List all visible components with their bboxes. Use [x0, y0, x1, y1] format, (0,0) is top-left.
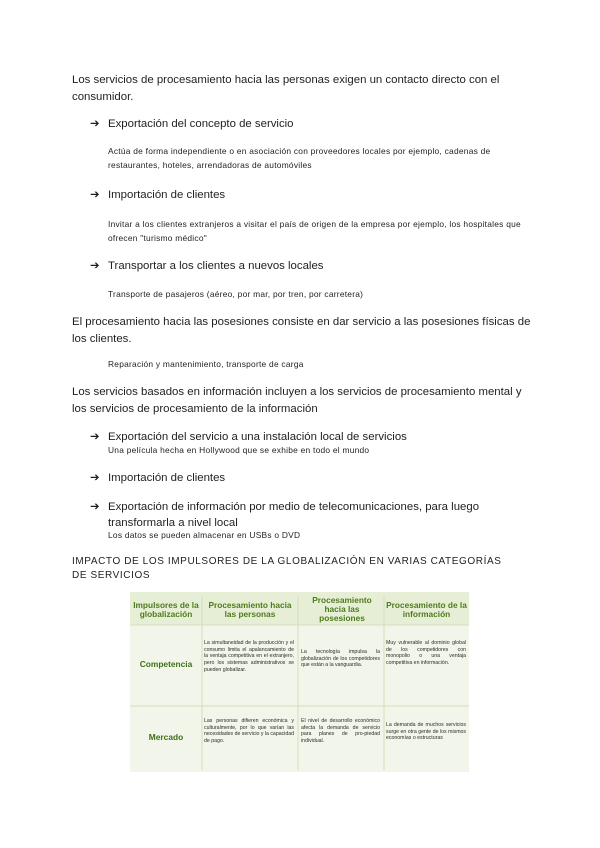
- table-cell: La demanda de muchos servicios surge en otra gente de los mismos economías o estructuras: [386, 722, 466, 742]
- bullet-importacion-clientes: [90, 187, 520, 203]
- table-cell: Muy vulnerable al dominio global de los competidores con monopolio o una ventaja competitiva en información.: [386, 640, 466, 667]
- header-informacion: Procesamiento de la información: [386, 600, 467, 619]
- arrow-icon: ➔: [90, 189, 100, 201]
- header-impulsores: Impulsores de la globalización: [133, 600, 199, 619]
- table-grid: [130, 592, 469, 772]
- header-posesiones: Procesamiento hacia las posesiones: [312, 595, 372, 623]
- bullet-exportacion-informacion: [90, 499, 520, 531]
- bullet-importacion-clientes-2: [90, 470, 520, 486]
- note-exportacion-servicio: Una película hecha en Hollywood que se exhibe en todo el mundo: [108, 445, 370, 455]
- note-importacion-clientes: Invitar a los clientes extranjeros a visitar el país de origen de la empresa por ejemplo, los hospitales que ofrecen "turismo médico": [108, 219, 521, 243]
- note-exportacion-informacion: Los datos se pueden almacenar en USBs o DVD: [108, 530, 301, 540]
- arrow-icon: ➔: [90, 260, 100, 272]
- bullet-text: Exportación de información por medio de telecomunicaciones, para luego transformarla a nivel local: [108, 501, 480, 529]
- table-cell: El nivel de desarrollo económico afecta la demanda de servicio para planes de pro-piedad individual.: [301, 718, 380, 745]
- note-exportacion-concepto: Actúa de forma independiente o en asociación con proveedores locales por ejemplo, cadenas de restaurantes, hoteles, arrendadoras de automóviles: [108, 146, 491, 170]
- section-heading: IMPACTO DE LOS IMPULSORES DE LA GLOBALIZACIÓN EN VARIAS CATEGORÍAS DE SERVICIOS: [72, 556, 502, 581]
- arrow-icon: ➔: [90, 501, 100, 513]
- table-cell: La simultaneidad de la producción y el consumo limita el apalancamiento de la ventaja competitiva en el extranjero, pero los sistemas administrativos se pueden globalizar.: [204, 640, 294, 673]
- arrow-icon: ➔: [90, 472, 100, 484]
- bullet-exportacion-concepto: [90, 116, 520, 132]
- bullet-exportacion-servicio: [90, 429, 520, 445]
- note-transportar-clientes: Transporte de pasajeros (aéreo, por mar, por tren, por carretera): [108, 289, 364, 299]
- paragraph-informacion: Los servicios basados en información incluyen a los servicios de procesamiento mental y los servicios de procesamiento de la información: [72, 386, 522, 415]
- note-posesiones: Reparación y mantenimiento, transporte de carga: [108, 359, 304, 369]
- header-personas: Procesamiento hacia las personas: [208, 600, 292, 619]
- paragraph-posesiones: El procesamiento hacia las posesiones consiste en dar servicio a las posesiones físicas de los clientes.: [72, 316, 531, 345]
- paragraph-personas: Los servicios de procesamiento hacia las personas exigen un contacto directo con el consumidor.: [72, 74, 500, 103]
- row-label-mercado: Mercado: [148, 732, 184, 742]
- bullet-text: Transportar a los clientes a nuevos locales: [108, 260, 324, 272]
- globalization-table: [130, 592, 469, 772]
- table-cell: La tecnología impulsa la globalización de los competidores que están a la vanguardia.: [301, 649, 380, 669]
- bullet-transportar-clientes: [90, 258, 520, 274]
- row-label-competencia: Competencia: [139, 659, 193, 669]
- bullet-text: Exportación del concepto de servicio: [108, 118, 294, 130]
- table-cell: Las personas difieren económica y culturalmente, por lo que varían las necesidades de servicio y la capacidad de pago.: [204, 718, 294, 745]
- bullet-text: Importación de clientes: [108, 189, 226, 201]
- arrow-icon: ➔: [90, 431, 100, 443]
- arrow-icon: ➔: [90, 118, 100, 130]
- bullet-text: Importación de clientes: [108, 472, 226, 484]
- bullet-text: Exportación del servicio a una instalación local de servicios: [108, 431, 407, 443]
